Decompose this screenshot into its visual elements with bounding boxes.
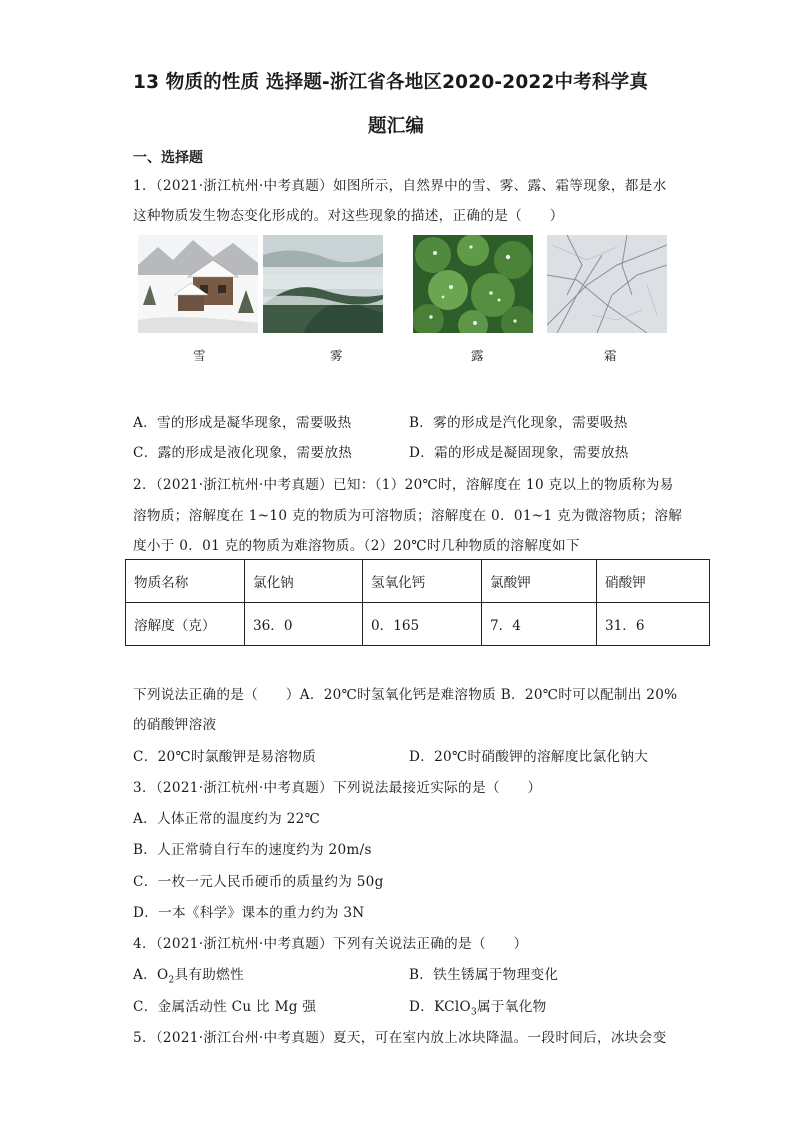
q5-stem: 5．（2021·浙江台州·中考真题）夏天，可在室内放上冰块降温。一段时间后，冰块会变: [133, 1030, 667, 1046]
q2-option-c: C．20℃时氯酸钾是易溶物质: [133, 749, 317, 765]
q4-option-a: [133, 963, 244, 986]
table-row: [126, 560, 710, 603]
q1-option-c: C．露的形成是液化现象，需要放热: [133, 445, 353, 461]
table-cell: 氯酸钾: [482, 560, 597, 603]
table-cell: 31．6: [597, 603, 710, 646]
caption-snow: 雪: [193, 348, 206, 363]
q2-stem-line-3: 度小于 0．01 克的物质为难溶物质。（2）20℃时几种物质的溶解度如下: [133, 538, 580, 554]
q2-after-line-1: 下列说法正确的是（ ）A．20℃时氢氧化钙是难溶物质 B．20℃时可以配制出 20%: [133, 687, 678, 703]
q1-option-a: A．雪的形成是凝华现象，需要吸热: [133, 415, 352, 431]
q1-stem-line-2: 这种物质发生物态变化形成的。对这些现象的描述，正确的是（ ）: [133, 208, 564, 224]
q2-stem-line-1: 2．（2021·浙江杭州·中考真题）已知：（1）20℃时，溶解度在 10 克以上的物质称为易: [133, 477, 674, 493]
q2-stem-line-2: 溶物质；溶解度在 1~10 克的物质为可溶物质；溶解度在 0．01~1 克为微溶物质；溶解: [133, 508, 683, 524]
solubility-table: [125, 559, 710, 646]
table-cell: 氢氧化钙: [363, 560, 482, 603]
q4-option-a-prefix: A．O: [133, 967, 169, 983]
table-cell: 0．165: [363, 603, 482, 646]
section-heading: 一、选择题: [133, 150, 203, 166]
q4-option-b: B．铁生锈属于物理变化: [409, 967, 559, 983]
q4-option-d: [409, 995, 546, 1018]
q2-after-line-2: 的硝酸钾溶液: [133, 717, 217, 733]
q1-option-b: B．雾的形成是汽化现象，需要吸热: [409, 415, 628, 431]
subscript: 3: [470, 1007, 478, 1018]
table-row: [126, 603, 710, 646]
q3-stem: 3．（2021·浙江杭州·中考真题）下列说法最接近实际的是（ ）: [133, 780, 542, 796]
table-cell: 溶解度（克）: [126, 603, 245, 646]
table-cell: 硝酸钾: [597, 560, 710, 603]
q4-option-d-suffix: 属于氧化物: [477, 999, 547, 1015]
q4-stem: 4．（2021·浙江杭州·中考真题）下列有关说法正确的是（ ）: [133, 936, 528, 952]
q4-option-a-suffix: 具有助燃性: [174, 967, 244, 983]
q3-option-a: A．人体正常的温度约为 22℃: [133, 811, 321, 827]
document-title-line-2: 题汇编: [368, 116, 425, 137]
frost-photo: [547, 235, 667, 333]
q1-stem-line-1: 1．（2021·浙江杭州·中考真题）如图所示，自然界中的雪、雾、露、霜等现象，都是水: [133, 178, 667, 194]
q4-option-d-prefix: D．KClO: [409, 999, 471, 1015]
fog-photo: [263, 235, 383, 333]
table-cell: 36．0: [245, 603, 363, 646]
dew-photo: [413, 235, 533, 333]
snow-photo: [138, 235, 258, 333]
caption-dew: 露: [471, 348, 484, 363]
q3-option-b: B．人正常骑自行车的速度约为 20m/s: [133, 842, 372, 858]
caption-frost: 霜: [604, 348, 617, 363]
document-title-line-1: 13 物质的性质 选择题-浙江省各地区2020-2022中考科学真: [133, 72, 649, 93]
table-cell: 物质名称: [126, 560, 245, 603]
table-cell: 7．4: [482, 603, 597, 646]
q3-option-d: D．一本《科学》课本的重力约为 3N: [133, 905, 365, 921]
q2-option-d: D．20℃时硝酸钾的溶解度比氯化钠大: [409, 749, 649, 765]
subscript: 2: [168, 975, 175, 986]
q4-option-c: C．金属活动性 Cu 比 Mg 强: [133, 999, 317, 1015]
table-cell: 氯化钠: [245, 560, 363, 603]
caption-fog: 雾: [330, 348, 343, 363]
q3-option-c: C．一枚一元人民币硬币的质量约为 50g: [133, 874, 384, 890]
q1-option-d: D．霜的形成是凝固现象，需要放热: [409, 445, 629, 461]
